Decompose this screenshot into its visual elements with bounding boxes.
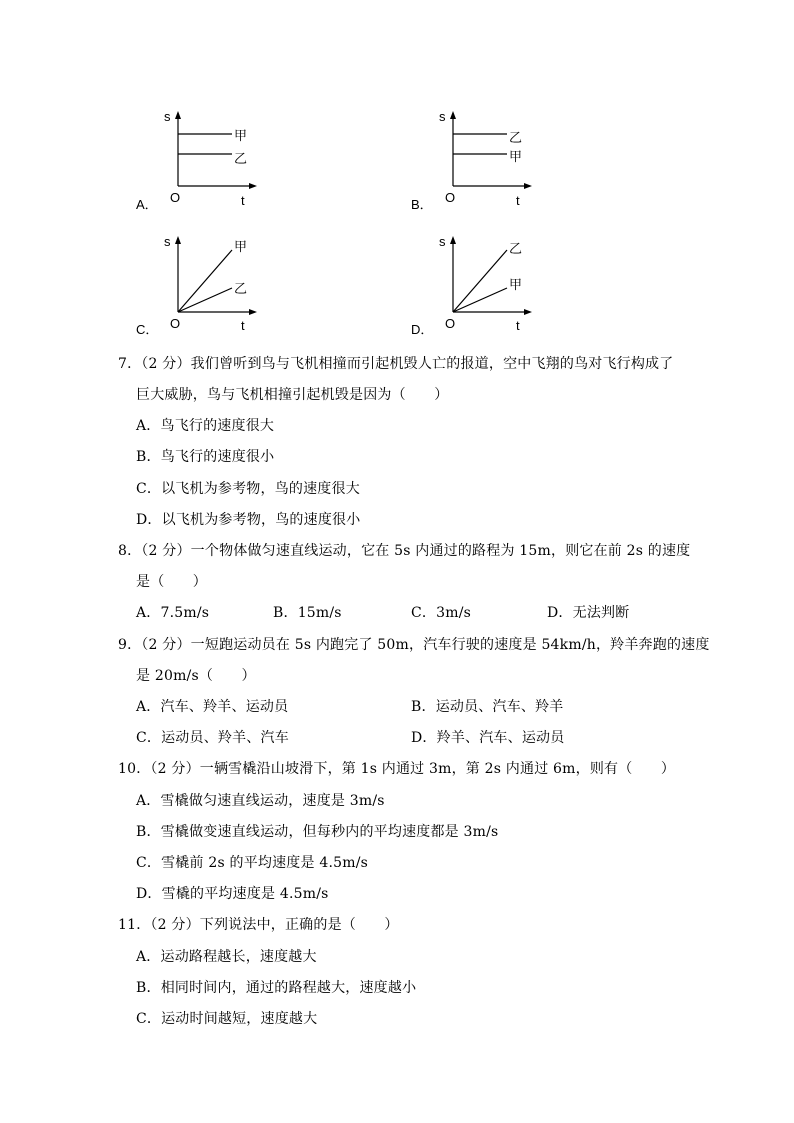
q10-option-c: C．雪橇前 2s 的平均速度是 4.5m/s — [136, 855, 368, 871]
graph-d-line-upper-label: 乙 — [509, 241, 523, 256]
option-b-label: B． — [411, 197, 433, 212]
option-c-label: C． — [136, 322, 159, 337]
graph-c-origin: O — [170, 316, 181, 331]
graph-a-axis-s: s — [164, 109, 171, 124]
q8-option-c: C．3m/s — [411, 605, 471, 621]
graph-b-axis-s: s — [439, 109, 446, 124]
graph-d-plot — [411, 233, 561, 338]
q8-option-d: D．无法判断 — [547, 605, 630, 621]
graph-d-line-lower-label: 甲 — [509, 277, 523, 292]
option-d-label: D． — [411, 322, 434, 337]
q10-option-d: D．雪橇的平均速度是 4.5m/s — [136, 886, 329, 902]
graph-c-line-lower-label: 乙 — [234, 281, 248, 296]
q7-option-d: D．以飞机为参考物，鸟的速度很小 — [136, 512, 361, 528]
graph-a-origin: O — [170, 190, 181, 205]
q7-stem-line2: 巨大威胁，鸟与飞机相撞引起机毁是因为（ ） — [136, 387, 449, 403]
graph-d-axis-t: t — [516, 318, 520, 333]
q9-option-b: B．运动员、汽车、羚羊 — [411, 699, 564, 715]
q10-stem-line1: 10．（2 分）一辆雪橇沿山坡滑下，第 1s 内通过 3m，第 2s 内通过 6m，则有（ ） — [118, 761, 676, 777]
graph-b-origin: O — [445, 190, 456, 205]
graph-c-axis-s: s — [164, 234, 171, 249]
graph-a-axis-t: t — [241, 193, 245, 208]
graph-c-axis-t: t — [241, 318, 245, 333]
graph-a-plot — [136, 108, 286, 213]
q9-option-d: D．羚羊、汽车、运动员 — [411, 730, 565, 746]
q10-option-a: A．雪橇做匀速直线运动，速度是 3m/s — [136, 793, 385, 809]
q9-stem-line2: 是 20m/s（ ） — [136, 668, 256, 684]
q9-option-c: C．运动员、羚羊、汽车 — [136, 730, 289, 746]
graph-b-axis-t: t — [516, 193, 520, 208]
graph-d-axis-s: s — [439, 234, 446, 249]
graph-option-b — [411, 108, 561, 213]
q11-option-a: A．运动路程越长，速度越大 — [136, 949, 317, 965]
q9-stem-line1: 9．（2 分）一短跑运动员在 5s 内跑完了 50m，汽车行驶的速度是 54km/h，羚羊奔跑的速度 — [118, 637, 710, 653]
graph-a-line-upper-label: 甲 — [234, 128, 248, 143]
q7-option-c: C．以飞机为参考物，鸟的速度很大 — [136, 481, 360, 497]
graph-c-line-upper-label: 甲 — [234, 239, 248, 254]
q10-option-b: B．雪橇做变速直线运动，但每秒内的平均速度都是 3m/s — [136, 824, 499, 840]
q9-option-a: A．汽车、羚羊、运动员 — [136, 699, 289, 715]
q8-stem-line1: 8．（2 分）一个物体做匀速直线运动，它在 5s 内通过的路程为 15m，则它在前 2s 的速度 — [118, 543, 691, 559]
q8-option-a: A．7.5m/s — [136, 605, 210, 621]
graph-b-line-upper-label: 乙 — [509, 130, 523, 145]
q11-option-b: B．相同时间内，通过的路程越大，速度越小 — [136, 980, 417, 996]
q7-option-b: B．鸟飞行的速度很小 — [136, 449, 275, 465]
graph-c-plot — [136, 233, 286, 338]
graph-b-plot — [411, 108, 561, 213]
q7-option-a: A．鸟飞行的速度很大 — [136, 418, 275, 434]
graph-b-line-lower-label: 甲 — [509, 149, 523, 164]
q7-stem-line1: 7．（2 分）我们曾听到鸟与飞机相撞而引起机毁人亡的报道，空中飞翔的鸟对飞行构成了 — [118, 356, 674, 372]
graph-d-origin: O — [445, 316, 456, 331]
graph-a-line-lower-label: 乙 — [234, 151, 248, 166]
graph-option-a — [136, 108, 286, 213]
option-a-label: A． — [136, 197, 158, 212]
q11-stem-line1: 11．（2 分）下列说法中，正确的是（ ） — [118, 917, 399, 933]
q8-stem-line2: 是（ ） — [136, 574, 207, 590]
q11-option-c: C．运动时间越短，速度越大 — [136, 1011, 318, 1027]
graph-option-d — [411, 233, 561, 338]
q8-option-b: B．15m/s — [273, 605, 342, 621]
graph-option-c — [136, 233, 286, 338]
